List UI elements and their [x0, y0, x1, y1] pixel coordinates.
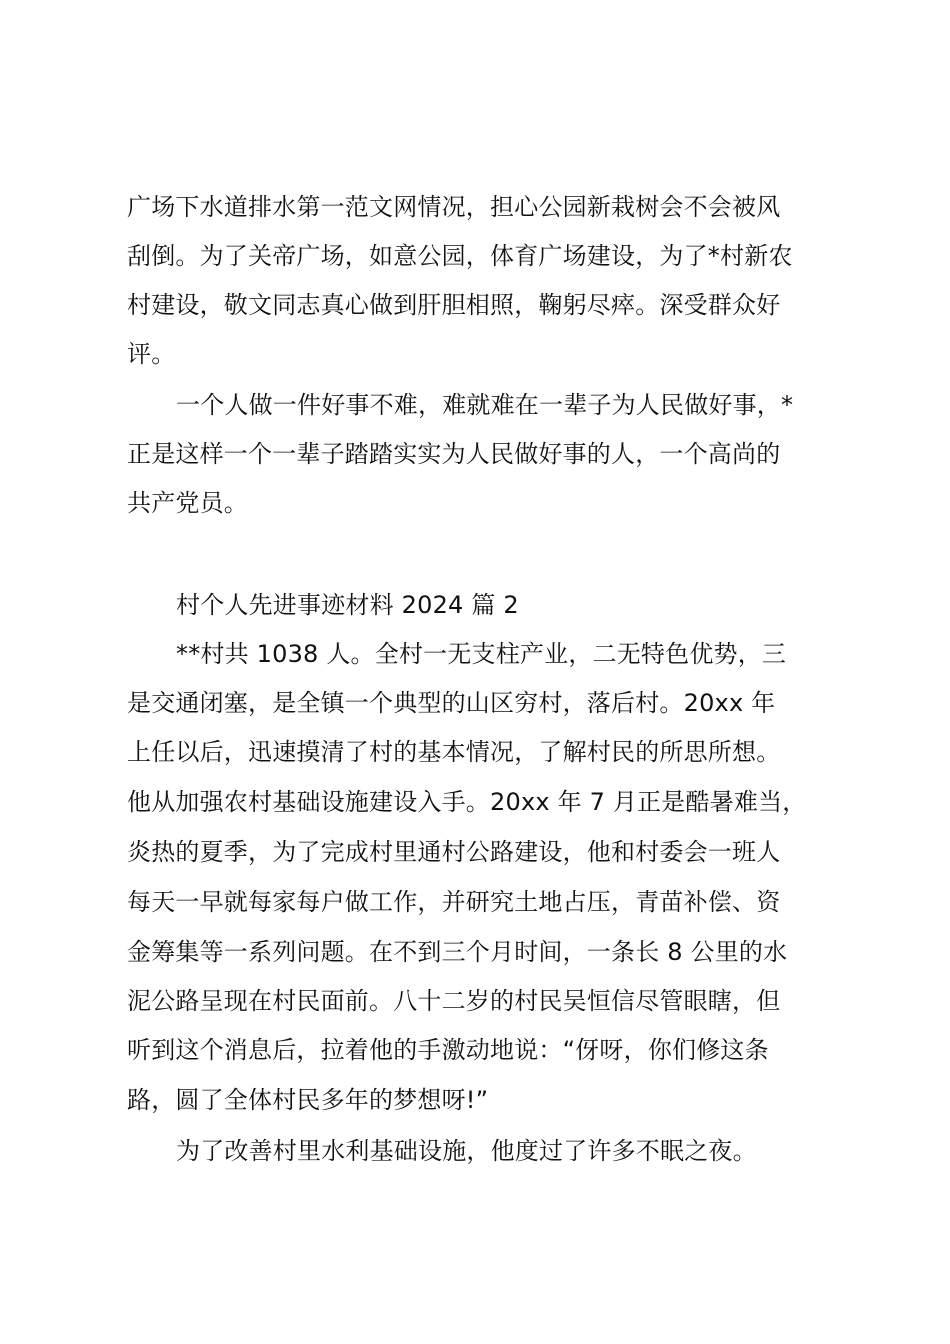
section-heading: 村个人先进事迹材料 2024 篇 2: [176, 591, 519, 619]
paragraph-line: 评。: [127, 340, 176, 368]
paragraph-line: 是交通闭塞，是全镇一个典型的山区穷村，落后村。20xx 年: [127, 689, 776, 717]
paragraph-line: 一个人做一件好事不难，难就难在一辈子为人民做好事，*: [176, 391, 794, 419]
paragraph-line: 上任以后，迅速摸清了村的基本情况，了解村民的所思所想。: [127, 738, 781, 766]
paragraph-line: 每天一早就每家每户做工作，并研究土地占压，青苗补偿、资: [127, 888, 781, 916]
paragraph-line: 广场下水道排水第一范文网情况，担心公园新栽树会不会被风: [127, 193, 781, 221]
paragraph-line: 金筹集等一系列问题。在不到三个月时间，一条长 8 公里的水: [127, 938, 788, 966]
paragraph-line: 为了改善村里水利基础设施，他度过了许多不眠之夜。: [176, 1137, 757, 1165]
paragraph-line: 正是这样一个一辈子踏踏实实为人民做好事的人，一个高尚的: [127, 440, 781, 468]
paragraph-line: **村共 1038 人。全村一无支柱产业，二无特色优势，三: [176, 640, 787, 668]
paragraph-line: 他从加强农村基础设施建设入手。20xx 年 7 月正是酷暑难当，: [127, 788, 807, 816]
paragraph-line: 村建设，敬文同志真心做到肝胆相照，鞠躬尽瘁。深受群众好: [127, 291, 781, 319]
paragraph-line: 共产党员。: [127, 489, 248, 517]
paragraph-line: 炎热的夏季，为了完成村里通村公路建设，他和村委会一班人: [127, 838, 781, 866]
paragraph-line: 泥公路呈现在村民面前。八十二岁的村民吴恒信尽管眼瞎，但: [127, 987, 781, 1015]
paragraph-line: 刮倒。为了关帝广场，如意公园，体育广场建设，为了*村新农: [127, 242, 793, 270]
paragraph-line: 听到这个消息后，拉着他的手激动地说：“伢呀，你们修这条: [127, 1036, 769, 1064]
paragraph-line: 路，圆了全体村民多年的梦想呀!”: [127, 1086, 489, 1114]
